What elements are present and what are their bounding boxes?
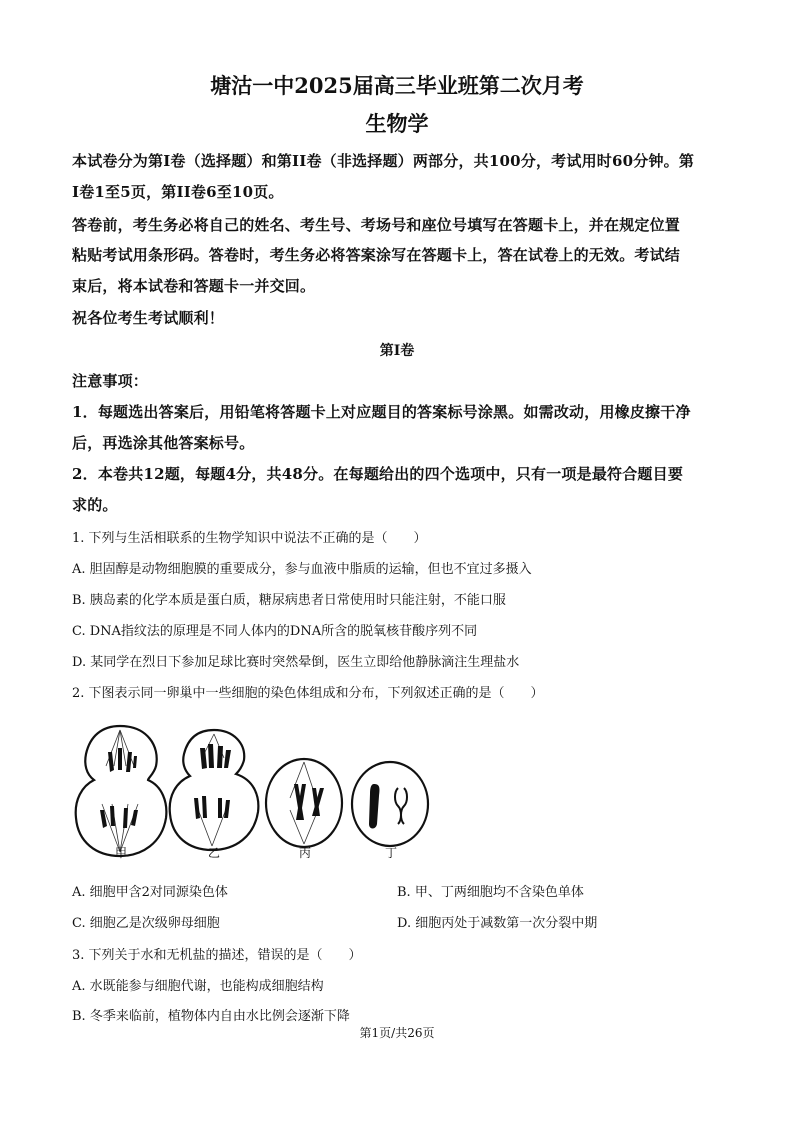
notice-line: 1．每题选出答案后，用铅笔将答题卡上对应题目的答案标号涂黑。如需改动，用橡皮擦干净 xyxy=(72,403,691,421)
cell-division-figure xyxy=(72,718,432,868)
question-3-option-a: A. 水既能参与细胞代谢，也能构成细胞结构 xyxy=(72,979,324,994)
cell-jia-membrane xyxy=(76,726,167,856)
question-2-option-a: A. 细胞甲含2对同源染色体 xyxy=(72,885,228,900)
exam-title: 塘沽一中2025届高三毕业班第二次月考 xyxy=(210,73,584,98)
question-1-option-d: D. 某同学在烈日下参加足球比赛时突然晕倒，医生立即给他静脉滴注生理盐水 xyxy=(72,655,520,670)
label-yi: 乙 xyxy=(207,846,220,860)
intro-line: 答卷前，考生务必将自己的姓名、考生号、考场号和座位号填写在答题卡上，并在规定位置 xyxy=(72,216,681,234)
cell-bing-membrane xyxy=(266,759,342,847)
question-2-option-b: B. 甲、丁两细胞均不含染色单体 xyxy=(397,885,584,900)
question-2-option-c: C. 细胞乙是次级卵母细胞 xyxy=(72,916,220,931)
notice-line: 后，再选涂其他答案标号。 xyxy=(72,434,255,452)
question-1-stem: 1. 下列与生活相联系的生物学知识中说法不正确的是（ ） xyxy=(72,531,427,546)
question-2-option-d: D. 细胞丙处于减数第一次分裂中期 xyxy=(397,916,598,931)
question-3-option-b: B. 冬季来临前，植物体内自由水比例会逐渐下降 xyxy=(72,1009,350,1024)
intro-line: I卷1至5页，第II卷6至10页。 xyxy=(72,183,284,201)
intro-line: 本试卷分为第I卷（选择题）和第II卷（非选择题）两部分，共100分，考试用时60分钟。第 xyxy=(72,152,695,170)
label-jia: 甲 xyxy=(114,846,127,860)
question-1-option-a: A. 胆固醇是动物细胞膜的重要成分，参与血液中脂质的运输，但也不宜过多摄入 xyxy=(72,562,532,577)
subject-title: 生物学 xyxy=(365,111,429,136)
question-2-stem: 2. 下图表示同一卵巢中一些细胞的染色体组成和分布，下列叙述正确的是（ ） xyxy=(72,686,544,701)
notice-line: 求的。 xyxy=(72,496,118,514)
question-1-option-c: C. DNA指纹法的原理是不同人体内的DNA所含的脱氧核苷酸序列不同 xyxy=(72,624,478,639)
question-3-stem: 3. 下列关于水和无机盐的描述，错误的是（ ） xyxy=(72,948,362,963)
page-number: 第1页/共26页 xyxy=(359,1026,435,1040)
intro-line: 束后，将本试卷和答题卡一并交回。 xyxy=(72,277,316,295)
section-heading: 第I卷 xyxy=(379,343,415,359)
notice-title: 注意事项： xyxy=(72,372,149,390)
intro-line: 粘贴考试用条形码。答卷时，考生务必将答案涂写在答题卡上，答在试卷上的无效。考试结 xyxy=(72,246,681,264)
cell-ding-membrane xyxy=(352,762,428,846)
question-1-option-b: B. 胰岛素的化学本质是蛋白质，糖尿病患者日常使用时只能注射，不能口服 xyxy=(72,593,506,608)
cell-yi-membrane xyxy=(170,730,259,850)
intro-greeting: 祝各位考生考试顺利！ xyxy=(72,309,225,327)
notice-line: 2．本卷共12题，每题4分，共48分。在每题给出的四个选项中，只有一项是最符合题目要 xyxy=(72,465,684,483)
label-ding: 丁 xyxy=(384,846,397,860)
label-bing: 丙 xyxy=(298,846,311,860)
